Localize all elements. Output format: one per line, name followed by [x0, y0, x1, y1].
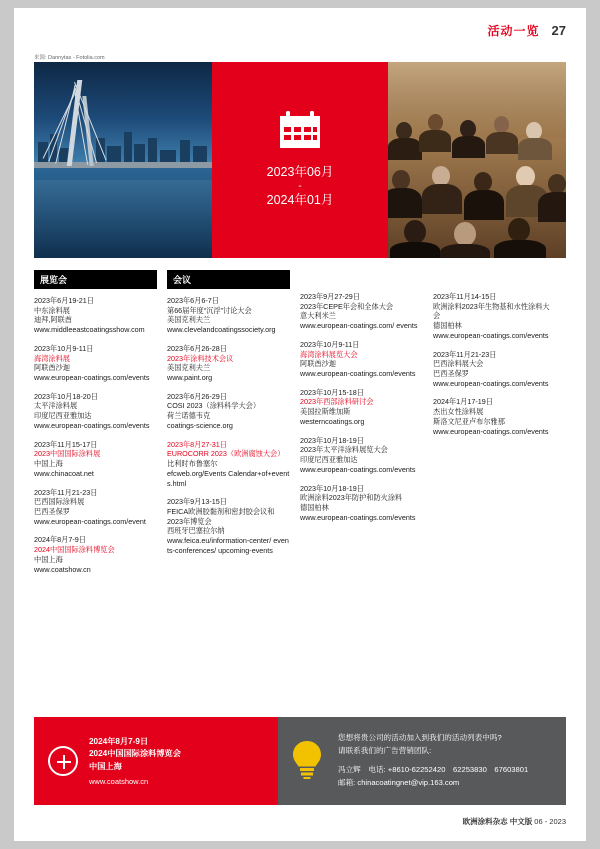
bridge-deck	[34, 162, 212, 168]
contact-line-2: 请联系我们的广告营销团队:	[338, 746, 432, 756]
event-date: 2023年10月9-11日	[300, 339, 360, 349]
event-place: 中国上海	[34, 554, 63, 564]
lightbulb-icon	[290, 739, 324, 784]
event-url[interactable]: www.european-coatings.com/events	[300, 512, 416, 522]
event-entry	[34, 296, 157, 335]
event-date: 2023年10月18-19日	[300, 435, 364, 445]
promo-banner-right	[278, 717, 566, 805]
event-place: 美国克利夫兰	[167, 363, 211, 373]
event-place: 德国柏林	[433, 321, 462, 331]
event-entry	[167, 440, 290, 489]
column-heading-blank	[433, 270, 556, 285]
promo-line-1: 2024年8月7-9日	[89, 737, 149, 747]
event-name: 2023年CEPE年会和全体大会	[300, 301, 394, 311]
page-number: 27	[551, 23, 566, 38]
event-name: FEICA欧洲胶黏剂和密封胶会议和2023年博览会	[167, 506, 275, 526]
column-heading-blank	[300, 270, 423, 285]
event-name: 2023年太平洋涂料展览大会	[300, 445, 388, 455]
event-date: 2023年11月14-15日	[433, 292, 497, 301]
plus-circle-icon	[48, 746, 78, 776]
promo-banner	[34, 717, 566, 805]
event-date: 2023年6月19-21日	[34, 296, 94, 305]
events-column-exhibitions	[34, 270, 167, 583]
water-reflection	[34, 180, 212, 258]
event-url[interactable]: coatings-science.org	[167, 420, 233, 430]
event-entry	[167, 392, 290, 431]
event-date: 2023年10月9-11日	[34, 343, 94, 353]
event-url[interactable]: www.european-coatings.com/ events	[300, 321, 418, 331]
event-entry	[433, 292, 556, 341]
magazine-page	[14, 8, 586, 841]
event-entry	[167, 497, 290, 555]
event-url[interactable]: www.european-coatings.com/events	[433, 378, 549, 388]
event-place: 西班牙巴塞拉尔纳	[167, 526, 225, 536]
event-name: 巴西涂料展大会	[433, 359, 484, 369]
event-place: 中国上海	[34, 459, 63, 469]
event-place: 斯洛文尼亚卢布尔雅那	[433, 416, 505, 426]
footer-edition: 中文版	[509, 817, 533, 826]
event-date: 2023年9月27-29日	[300, 292, 360, 301]
event-place: 意大利米兰	[300, 311, 336, 321]
event-place: 美国克利夫兰	[167, 315, 211, 325]
event-date: 2023年10月15-18日	[300, 387, 364, 397]
event-entry	[34, 440, 157, 479]
event-date: 2023年6月26-28日	[167, 343, 227, 353]
contact-line-1: 您想将贵公司的活动加入到我们的活动列表中吗?	[338, 733, 502, 743]
event-entry	[300, 388, 423, 427]
events-column-three	[300, 270, 433, 583]
event-date: 2023年6月26-29日	[167, 391, 227, 401]
hero-image-bridge	[34, 62, 212, 258]
event-url[interactable]: www.european-coatings.com/event	[34, 516, 146, 526]
event-name: 2023年西部涂料研讨会	[300, 397, 374, 407]
event-entry	[300, 340, 423, 379]
footer-issue: 06 - 2023	[534, 817, 566, 826]
event-url[interactable]: www.clevelandcoatingssociety.org	[167, 325, 276, 335]
event-date: 2023年6月6-7日	[167, 296, 219, 305]
event-name: 太平洋涂料展	[34, 401, 78, 411]
event-entry	[34, 392, 157, 431]
contact-line-4: 邮箱: chinacoatingnet@vip.163.com	[338, 777, 460, 787]
event-date: 2023年10月18-20日	[34, 391, 98, 401]
event-url[interactable]: www.european-coatings.com/events	[34, 420, 150, 430]
event-place: 美国拉斯维加斯	[300, 407, 351, 417]
event-url[interactable]: www.chinacoat.net	[34, 468, 94, 478]
event-entry	[433, 397, 556, 436]
promo-url[interactable]: www.coatshow.cn	[89, 776, 149, 786]
event-place: 荷兰诺德韦克	[167, 411, 211, 421]
contact-line-3: 冯立辉 电话: +8610-62252420 62253830 67603801	[338, 765, 529, 774]
events-listing	[34, 270, 566, 583]
hero-date-panel	[212, 62, 388, 258]
event-name: EUROCORR 2023（欧洲腐蚀大会）	[167, 449, 285, 459]
promo-line-3: 中国上海	[89, 761, 122, 771]
event-date: 2024年8月7-9日	[34, 535, 86, 545]
event-name: 2023中国国际涂料展	[34, 449, 101, 459]
event-url[interactable]: www.european-coatings.com/events	[34, 373, 150, 383]
event-entry	[34, 488, 157, 527]
event-entry	[167, 296, 290, 335]
page-title: 活动一览	[487, 24, 540, 38]
event-date: 2023年10月18-19日	[300, 483, 364, 493]
event-url[interactable]: www.coatshow.cn	[34, 564, 91, 574]
event-url[interactable]: efcweb.org/Events Calendar+of+events.html	[167, 468, 290, 488]
event-entry	[300, 292, 423, 331]
event-entry	[167, 344, 290, 383]
event-url[interactable]: www.paint.org	[167, 373, 213, 383]
event-date: 2023年9月13-15日	[167, 497, 227, 507]
event-name: 中东涂料展	[34, 305, 70, 315]
column-heading-exhibitions: 展览会	[34, 270, 157, 289]
event-date: 2024年1月17-19日	[433, 397, 493, 407]
hero-date-from: 2023年06月	[266, 164, 334, 179]
event-url[interactable]: www.european-coatings.com/events	[433, 330, 549, 340]
event-name: 海湾涂料展览大会	[300, 349, 358, 359]
event-name: COSI 2023（涂料科学大会）	[167, 401, 261, 411]
event-place: 印度尼西亚雅加达	[300, 455, 358, 465]
event-place: 迪拜,阿联酋	[34, 315, 72, 325]
event-place: 巴西圣保罗	[34, 506, 70, 516]
event-name: 巴西国际涂料展	[34, 497, 85, 507]
event-place: 巴西圣保罗	[433, 369, 469, 379]
event-place: 阿联酋沙迦	[34, 363, 70, 373]
event-date: 2023年11月21-23日	[34, 487, 98, 497]
event-name: 欧洲涂料2023年生物基和水性涂料大会	[433, 301, 550, 321]
event-entry	[300, 484, 423, 523]
event-url[interactable]: westerncoatings.org	[300, 416, 365, 426]
hero-banner	[34, 62, 566, 258]
hero-date-dash: -	[298, 181, 302, 192]
calendar-icon	[277, 110, 323, 155]
event-place: 德国柏林	[300, 502, 329, 512]
footer-brand: 欧洲涂料杂志	[462, 817, 508, 826]
event-url[interactable]: www.feica.eu/information-center/ events-conferences/ upcoming-events	[167, 536, 289, 555]
photo-credit: 来源: Dannytas - Fotolia.com	[34, 55, 105, 61]
event-entry	[34, 535, 157, 574]
event-name: 第66届年度“沉浮”讨论大会	[167, 305, 252, 315]
events-column-four	[433, 270, 566, 583]
event-entry	[300, 436, 423, 475]
event-name: 2024中国国际涂料博览会	[34, 545, 115, 555]
event-name: 2023年涂料技术会议	[167, 353, 234, 363]
event-name: 杰出女性涂料展	[433, 407, 484, 417]
event-name: 海湾涂料展	[34, 353, 70, 363]
event-entry	[433, 350, 556, 389]
hero-date-to: 2024年01月	[266, 193, 334, 207]
event-place: 比利时布鲁塞尔	[167, 459, 218, 469]
events-column-conferences	[167, 270, 300, 583]
event-entry	[34, 344, 157, 383]
event-place: 阿联酋沙迦	[300, 359, 336, 369]
event-name: 欧洲涂料2023年防护和防火涂料	[300, 493, 403, 503]
event-date: 2023年11月15-17日	[34, 439, 98, 449]
event-url[interactable]: www.european-coatings.com/events	[300, 369, 416, 379]
promo-line-2: 2024中国国际涂料博览会	[89, 749, 181, 759]
event-date: 2023年8月27-31日	[167, 439, 227, 449]
event-date: 2023年11月21-23日	[433, 349, 497, 359]
hero-image-audience	[388, 62, 566, 258]
promo-banner-left[interactable]	[34, 717, 278, 805]
event-url[interactable]: www.european-coatings.com/events	[300, 464, 416, 474]
event-place: 印度尼西亚雅加达	[34, 411, 92, 421]
column-heading-conferences: 会议	[167, 270, 290, 289]
event-url[interactable]: www.european-coatings.com/events	[433, 426, 549, 436]
event-url[interactable]: www.middleeastcoatingsshow.com	[34, 325, 145, 335]
page-footer	[463, 816, 566, 827]
page-header	[488, 22, 566, 39]
